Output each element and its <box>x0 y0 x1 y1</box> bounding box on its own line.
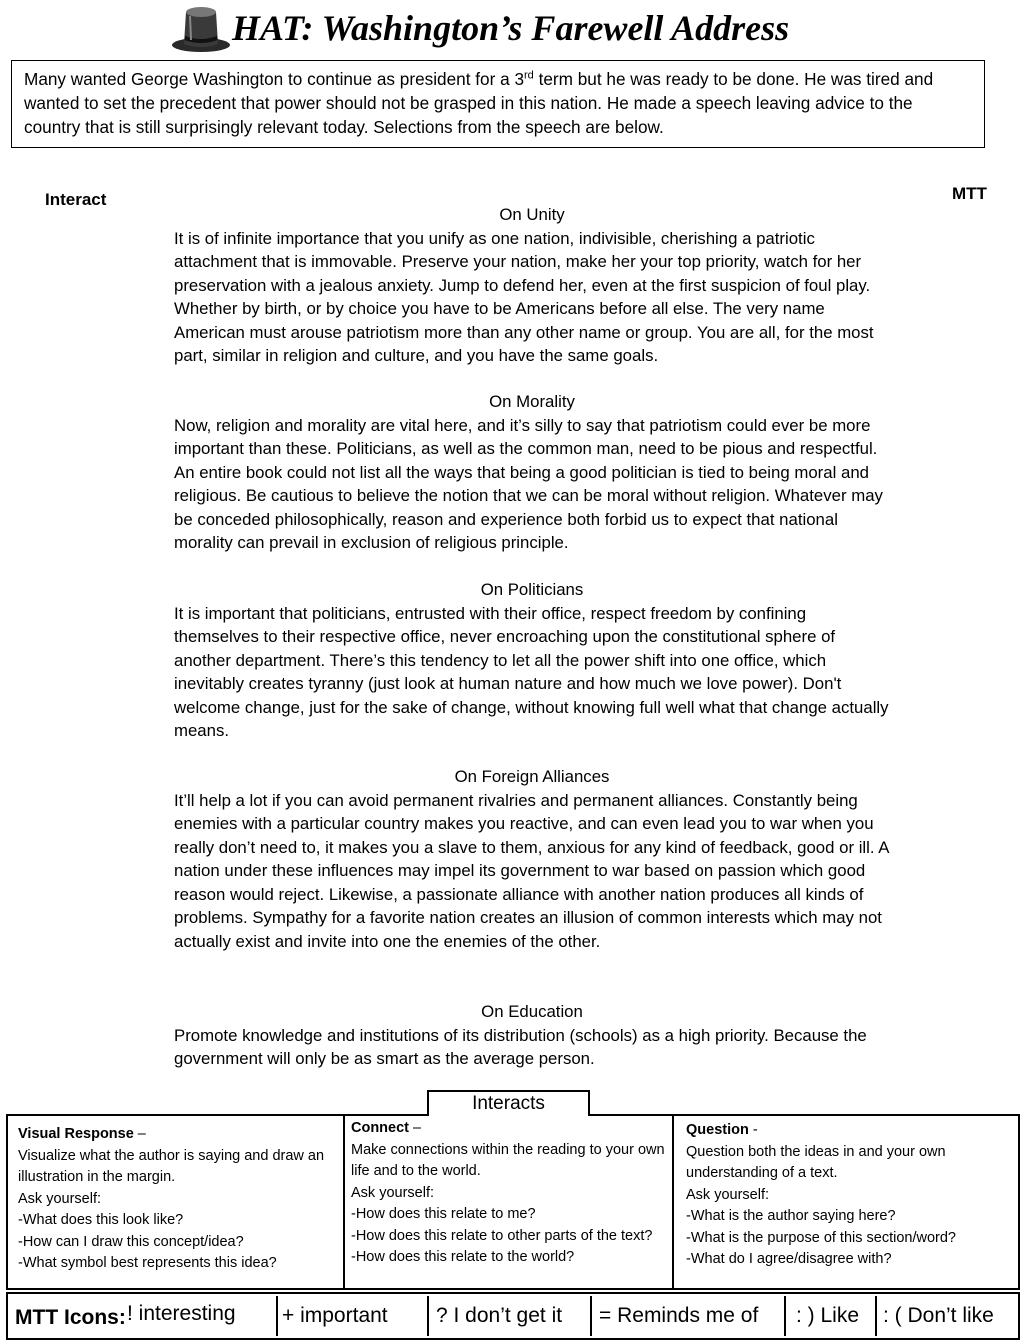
intro-text-end: term but he was ready to be done. He was tired and wanted to set the precedent that power should not be grasped in this nation. He made a speech leaving advice to the country that is still surprisingly relevant today. Selections from the speech are below. <box>24 69 934 137</box>
section-heading: On Politicians <box>480 580 584 599</box>
section-body: It’ll help a lot if you can avoid permanent rivalries and permanent alliances. Constantly being enemies with a particular country makes you reactive, and can even lead you to war when you really don’t need to, it makes you a slave to them, anxious for any kind of feedback, good or ill. A nation under these influences may impel its government to war based on passion which good reason would reject. Likewise, a passionate alliance with another nation produces all kinds of problems. Sympathy for a favorite nation creates an illusion of common interests which may not actually exist and invite into one the enemies of the other. <box>174 790 889 951</box>
column-line: -What is the purpose of this section/word? <box>686 1229 956 1246</box>
mtt-icons-label: MTT Icons: <box>15 1306 126 1329</box>
section-heading: On Foreign Alliances <box>454 767 610 786</box>
icon-divider <box>590 1296 592 1336</box>
section-politicians <box>174 578 894 743</box>
column-line: Ask yourself: <box>18 1190 101 1207</box>
section-body: Promote knowledge and institutions of its distribution (schools) as a high priority. Because the government will only be as smart as the average person. <box>174 1025 867 1068</box>
section-morality <box>174 390 894 555</box>
column-label: Connect <box>351 1120 409 1136</box>
column-line: -What does this look like? <box>18 1212 184 1228</box>
intro-superscript: rd <box>524 69 534 82</box>
icon-divider <box>784 1296 786 1336</box>
column-line: -How can I draw this concept/idea? <box>18 1233 244 1250</box>
visual-response-column <box>18 1124 348 1275</box>
icon-divider <box>276 1296 278 1336</box>
column-dash: - <box>748 1122 758 1138</box>
section-heading: On Education <box>481 1002 583 1021</box>
connect-column <box>351 1118 671 1269</box>
section-body: Now, religion and morality are vital here, and it’s silly to say that patriotism could ever be more important than these. Politicians, as well as the common man, need to be pious and respectful. An entire book could not list all the ways that being a good politician is tied to being moral and religious. Be cautious to believe the notion that we can be moral without religion. Whatever may be conceded philosophically, reason and experience both forbid us to expect that national morality can prevail in exclusion of religious principle. <box>174 415 883 552</box>
column-label: Visual Response <box>18 1126 134 1142</box>
interacts-tab: Interacts <box>427 1090 590 1116</box>
column-line: -What is the author saying here? <box>686 1208 896 1224</box>
column-line: -What symbol best represents this idea? <box>18 1255 277 1271</box>
column-line: -How does this relate to the world? <box>351 1249 575 1265</box>
intro-box <box>11 60 985 148</box>
icon-divider <box>427 1296 429 1336</box>
mtt-icon-like: : ) Like <box>796 1304 860 1327</box>
interact-margin-label: Interact <box>45 190 107 209</box>
mtt-icon-interesting: ! interesting <box>127 1302 236 1325</box>
page-title: HAT: Washington’s Farewell Address <box>232 8 790 48</box>
column-line: -How does this relate to me? <box>351 1206 536 1222</box>
column-line: Ask yourself: <box>351 1184 434 1201</box>
section-heading: On Unity <box>499 205 565 224</box>
section-education <box>174 1000 894 1071</box>
column-line: -How does this relate to other parts of the text? <box>351 1227 653 1244</box>
column-divider <box>672 1116 674 1288</box>
top-hat-icon <box>170 2 232 54</box>
column-line: -What do I agree/disagree with? <box>686 1251 892 1267</box>
column-dash: – <box>409 1120 422 1136</box>
mtt-margin-label: MTT <box>952 184 987 203</box>
mtt-icon-reminds-me: = Reminds me of <box>599 1304 759 1327</box>
column-line: Make connections within the reading to your own life and to the world. <box>351 1141 665 1179</box>
mtt-icon-dont-get-it: ? I don’t get it <box>436 1304 563 1327</box>
column-line: Question both the ideas in and your own understanding of a text. <box>686 1143 946 1181</box>
column-dash: – <box>133 1126 146 1142</box>
section-unity <box>174 203 894 368</box>
section-body: It is important that politicians, entrusted with their office, respect freedom by confining themselves to their respective office, never encroaching upon the constitutional sphere of another department. There’s this tendency to let all the power shift into one office, which inevitably creates tyranny (just look at human nature and how much we love power). Don't welcome change, just for the sake of change, without knowing full well what that change actually means. <box>174 603 889 740</box>
mtt-icon-dont-like: : ( Don’t like <box>883 1304 994 1327</box>
section-foreign-alliances <box>174 765 894 953</box>
section-body: It is of infinite importance that you unify as one nation, indivisible, cherishing a patriotic attachment that is immovable. Preserve your nation, make her your top priority, watch for her preservation with a jealous anxiety. Jump to defend her, even at the first suspicion of foul play. Whether by birth, or by choice you have to be Americans before all else. The very name American must arouse patriotism more than any other name or group. You are all, for the most part, similar in religion and culture, and you have the same goals. <box>174 228 874 365</box>
question-column <box>686 1120 1006 1271</box>
mtt-icon-important: + important <box>282 1304 388 1327</box>
icon-divider <box>875 1296 877 1336</box>
section-heading: On Morality <box>489 392 575 411</box>
column-line: Visualize what the author is saying and draw an illustration in the margin. <box>18 1147 325 1185</box>
column-label: Question <box>686 1122 749 1138</box>
intro-text-start: Many wanted George Washington to continue as president for a 3 <box>24 69 525 89</box>
column-line: Ask yourself: <box>686 1186 769 1203</box>
